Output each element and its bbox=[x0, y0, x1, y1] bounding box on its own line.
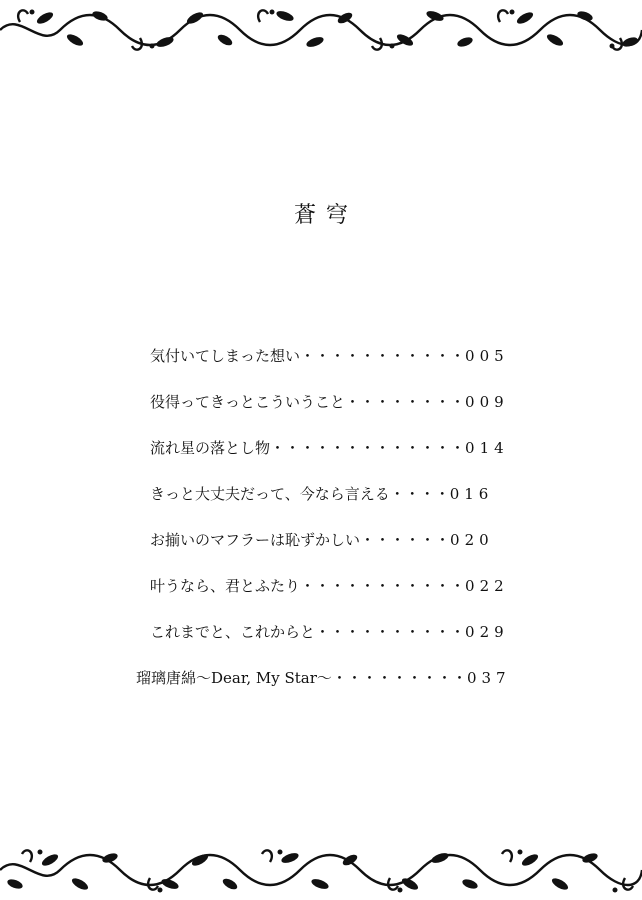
toc-leader-dots: ・・・・・・・・・・ bbox=[315, 623, 466, 641]
toc-page-number: 022 bbox=[465, 577, 509, 595]
toc-leader-dots: ・・・・・・ bbox=[360, 531, 451, 549]
toc-entry[interactable] bbox=[150, 530, 494, 550]
book-title: 蒼穹 bbox=[293, 203, 358, 228]
vine-border-bottom bbox=[0, 844, 642, 900]
toc-entry-title: 役得ってきっとこういうこと bbox=[150, 393, 346, 411]
toc-leader-dots: ・・・・・・・・・ bbox=[331, 669, 467, 687]
toc-entry-title: これまでと、これからと bbox=[150, 623, 316, 641]
toc-entry-title: 気付いてしまった想い bbox=[150, 347, 301, 365]
toc-entry-title: お揃いのマフラーは恥ずかしい bbox=[150, 531, 361, 549]
toc-entry-title: きっと大丈夫だって、今なら言える bbox=[150, 485, 390, 503]
toc-leader-dots: ・・・・・・・・・・・ bbox=[300, 577, 466, 595]
toc-page-number: 014 bbox=[465, 439, 509, 457]
vine-border-top bbox=[0, 0, 642, 56]
toc-entry-title: 瑠璃唐綿〜Dear, My Star〜 bbox=[136, 669, 332, 687]
toc-leader-dots: ・・・・・・・・・・・・・ bbox=[270, 439, 466, 457]
toc-entry[interactable] bbox=[150, 392, 509, 412]
toc-page-number: 029 bbox=[465, 623, 509, 641]
toc-page-number: 005 bbox=[465, 347, 509, 365]
toc-entry[interactable] bbox=[136, 668, 511, 688]
toc-leader-dots: ・・・・・・・・・・・ bbox=[300, 347, 466, 365]
toc-leader-dots: ・・・・ bbox=[389, 485, 450, 503]
toc-entry[interactable] bbox=[150, 484, 493, 504]
toc-entry-title: 叶うなら、君とふたり bbox=[150, 577, 301, 595]
toc-leader-dots: ・・・・・・・・ bbox=[345, 393, 466, 411]
toc-page-number: 037 bbox=[466, 669, 511, 687]
toc-page-number: 016 bbox=[449, 485, 494, 503]
toc-entry[interactable] bbox=[150, 346, 509, 366]
toc-entry-title: 流れ星の落とし物 bbox=[150, 439, 271, 457]
toc-page-number: 020 bbox=[450, 531, 494, 549]
toc-page-number: 009 bbox=[465, 393, 509, 411]
toc-entry[interactable] bbox=[150, 438, 509, 458]
toc-entry[interactable] bbox=[150, 576, 509, 596]
toc-entry[interactable] bbox=[150, 622, 509, 642]
